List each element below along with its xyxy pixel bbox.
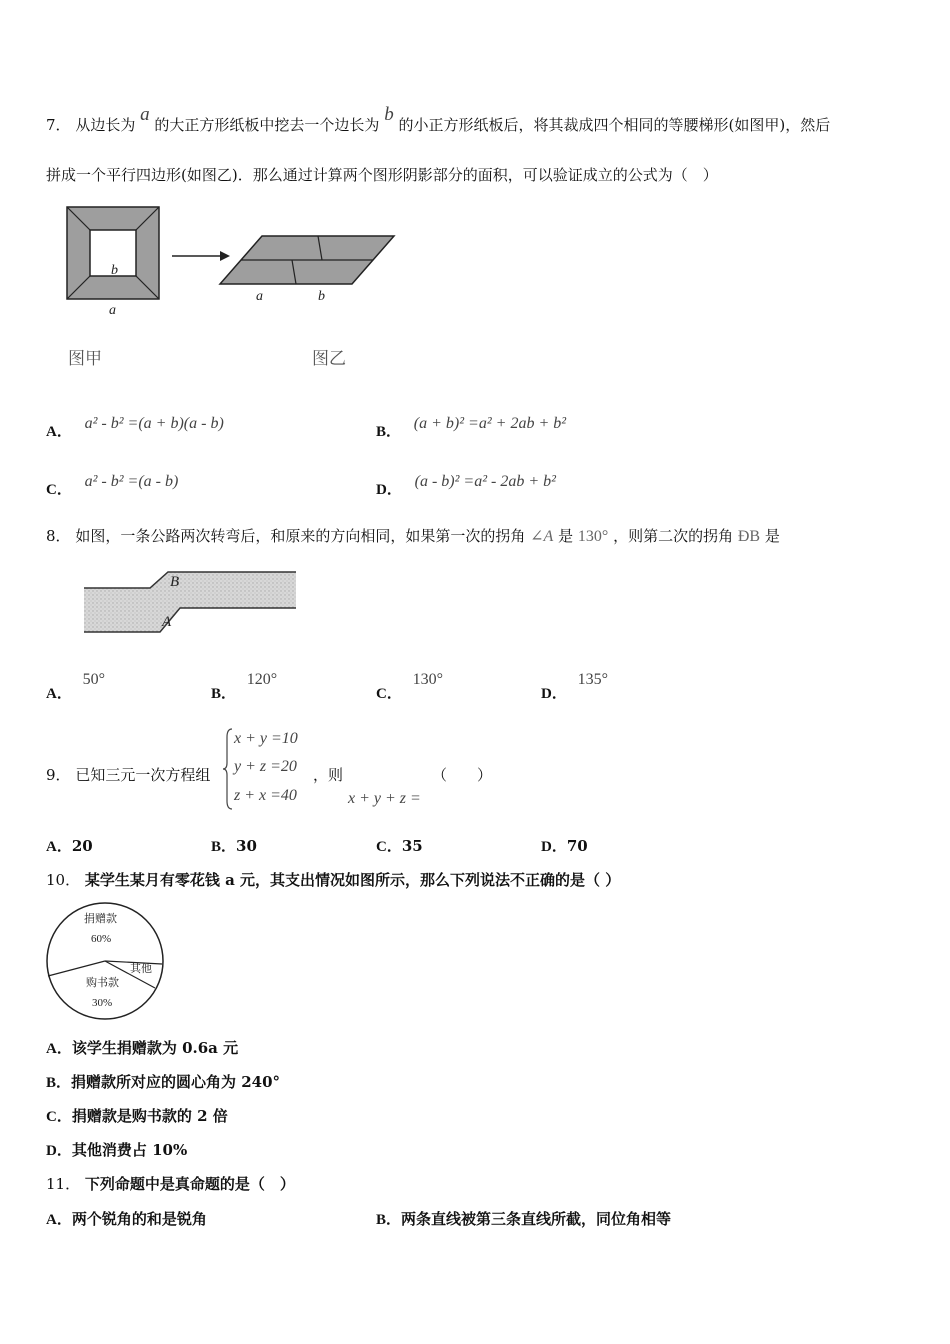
q9-text-1: 已知三元一次方程组	[75, 766, 211, 784]
q7-option-c[interactable]	[46, 470, 179, 498]
q9-stem-start	[46, 764, 210, 785]
pie-pct-donation: 60%	[91, 933, 112, 945]
q8-road-figure	[80, 566, 300, 638]
option-letter: B．	[211, 839, 237, 855]
option-value: 120°	[246, 671, 278, 688]
option-text: 其他消费占 10%	[71, 1141, 188, 1159]
option-letter: C．	[376, 686, 402, 702]
q9-option-c[interactable]	[376, 835, 423, 856]
q10-pie-chart	[42, 898, 168, 1024]
q9-system-brace	[222, 727, 234, 811]
q7-option-d[interactable]	[376, 470, 556, 498]
q8-option-c[interactable]	[376, 668, 444, 702]
q7-stem-line2: 拼成一个平行四边形(如图乙)．那么通过计算两个图形阴影部分的面积，可以验证成立的公式为（ ）	[46, 166, 718, 184]
q7-text-2: 的大正方形纸板中挖去一个边长为	[154, 116, 380, 134]
option-letter: D．	[541, 839, 567, 855]
option-value: 130°	[412, 671, 444, 688]
q7-var-a: a	[140, 104, 150, 125]
q8-angle-value: 130°	[577, 528, 609, 545]
option-letter: C．	[376, 839, 402, 855]
q9-option-b[interactable]	[211, 835, 257, 856]
q7-figure-right	[216, 230, 400, 306]
option-formula: (a - b)² =a² - 2ab + b²	[414, 473, 556, 490]
option-text: 两条直线被第三条直线所截，同位角相等	[401, 1210, 672, 1228]
option-letter: D．	[376, 482, 402, 498]
q7-stem-line1	[46, 104, 831, 136]
q11-number: 11．	[46, 1175, 81, 1193]
pie-label-other: 其他	[130, 963, 152, 975]
q10-option-c[interactable]	[46, 1105, 228, 1126]
fig-left-label-b: b	[111, 263, 118, 278]
caption-figure-yi: 图乙	[312, 349, 346, 369]
q7-var-b: b	[384, 104, 394, 125]
option-letter: B．	[376, 424, 402, 440]
q10-number: 10．	[46, 871, 81, 889]
option-value: 50°	[82, 671, 106, 688]
fig-right-label-b: b	[318, 289, 325, 304]
q10-text: 某学生某月有零花钱 a 元，其支出情况如图所示，那么下列说法不正确的是（ ）	[84, 871, 621, 889]
q8-option-b[interactable]	[211, 668, 278, 702]
option-text: 捐赠款所对应的圆心角为 240°	[71, 1073, 281, 1091]
q7-number: 7．	[46, 116, 71, 134]
q9-sum-expression: x + y + z =	[348, 790, 421, 807]
q8-number: 8．	[46, 527, 71, 545]
q9-equation-2: y + z =20	[234, 758, 297, 775]
option-letter: B．	[46, 1075, 72, 1091]
option-letter: D．	[541, 686, 567, 702]
pie-pct-books: 30%	[92, 997, 113, 1009]
q11-option-b[interactable]	[376, 1208, 671, 1229]
q7-option-b[interactable]	[376, 412, 567, 440]
q9-number: 9．	[46, 766, 71, 784]
option-letter: A．	[46, 686, 72, 702]
option-letter: C．	[46, 482, 72, 498]
q7-text-3: 的小正方形纸板后，将其裁成四个相同的等腰梯形(如图甲)，然后	[398, 116, 831, 134]
option-letter: A．	[46, 1212, 72, 1228]
q9-option-a[interactable]	[46, 835, 93, 856]
option-letter: B．	[376, 1212, 402, 1228]
q9-equation-1: x + y =10	[234, 730, 298, 747]
pie-label-books: 购书款	[86, 977, 119, 989]
fig-left-label-a: a	[109, 303, 116, 318]
option-letter: A．	[46, 839, 72, 855]
option-value: 20	[71, 837, 93, 855]
q8-text-4: 是	[764, 527, 780, 545]
q8-option-a[interactable]	[46, 668, 106, 702]
road-surface	[84, 572, 296, 632]
option-text: 捐赠款是购书款的 2 倍	[71, 1107, 228, 1125]
option-letter: A．	[46, 1041, 72, 1057]
left-brace-icon	[223, 729, 232, 809]
q8-text-2: 是	[558, 527, 574, 545]
q8-text-3: ，则第二次的拐角	[613, 527, 734, 545]
pie-label-donation: 捐赠款	[84, 913, 117, 925]
caption-figure-jia: 图甲	[68, 349, 102, 369]
option-formula: a² - b² =(a + b)(a - b)	[84, 415, 224, 432]
q8-stem	[46, 525, 780, 546]
road-label-b: B	[170, 574, 180, 590]
q8-text-1: 如图，一条公路两次转弯后，和原来的方向相同，如果第一次的拐角	[75, 527, 526, 545]
q10-stem	[46, 869, 620, 890]
q8-option-d[interactable]	[541, 668, 609, 702]
option-letter: D．	[46, 1143, 72, 1159]
q9-text-2: ，则	[313, 766, 344, 784]
q11-text: 下列命题中是真命题的是（ ）	[84, 1175, 295, 1193]
option-value: 30	[236, 837, 257, 855]
q8-angle-b: ÐB	[737, 528, 761, 545]
q9-answer-blank: （ ）	[432, 766, 493, 784]
option-letter: C．	[46, 1109, 72, 1125]
fig-right-label-a: a	[256, 289, 263, 304]
option-letter: A．	[46, 424, 72, 440]
option-formula: a² - b² =(a - b)	[84, 473, 179, 490]
q8-angle-a: ∠A	[530, 528, 554, 545]
road-label-a: A	[162, 614, 172, 630]
q7-option-a[interactable]	[46, 412, 224, 440]
q7-text-1: 从边长为	[75, 116, 136, 134]
q9-option-d[interactable]	[541, 835, 588, 856]
option-value: 135°	[577, 671, 609, 688]
option-value: 35	[401, 837, 423, 855]
option-value: 70	[566, 837, 588, 855]
q10-option-b[interactable]	[46, 1071, 280, 1092]
q10-option-d[interactable]	[46, 1139, 187, 1160]
option-formula: (a + b)² =a² + 2ab + b²	[413, 415, 567, 432]
option-letter: B．	[211, 686, 237, 702]
q11-stem	[46, 1173, 295, 1194]
q11-option-a[interactable]	[46, 1208, 207, 1229]
option-text: 两个锐角的和是锐角	[71, 1210, 207, 1228]
q9-equation-3: z + x =40	[234, 787, 297, 804]
option-text: 该学生捐赠款为 0.6a 元	[71, 1039, 239, 1057]
q7-figure-left	[62, 202, 166, 322]
q10-option-a[interactable]	[46, 1037, 238, 1058]
